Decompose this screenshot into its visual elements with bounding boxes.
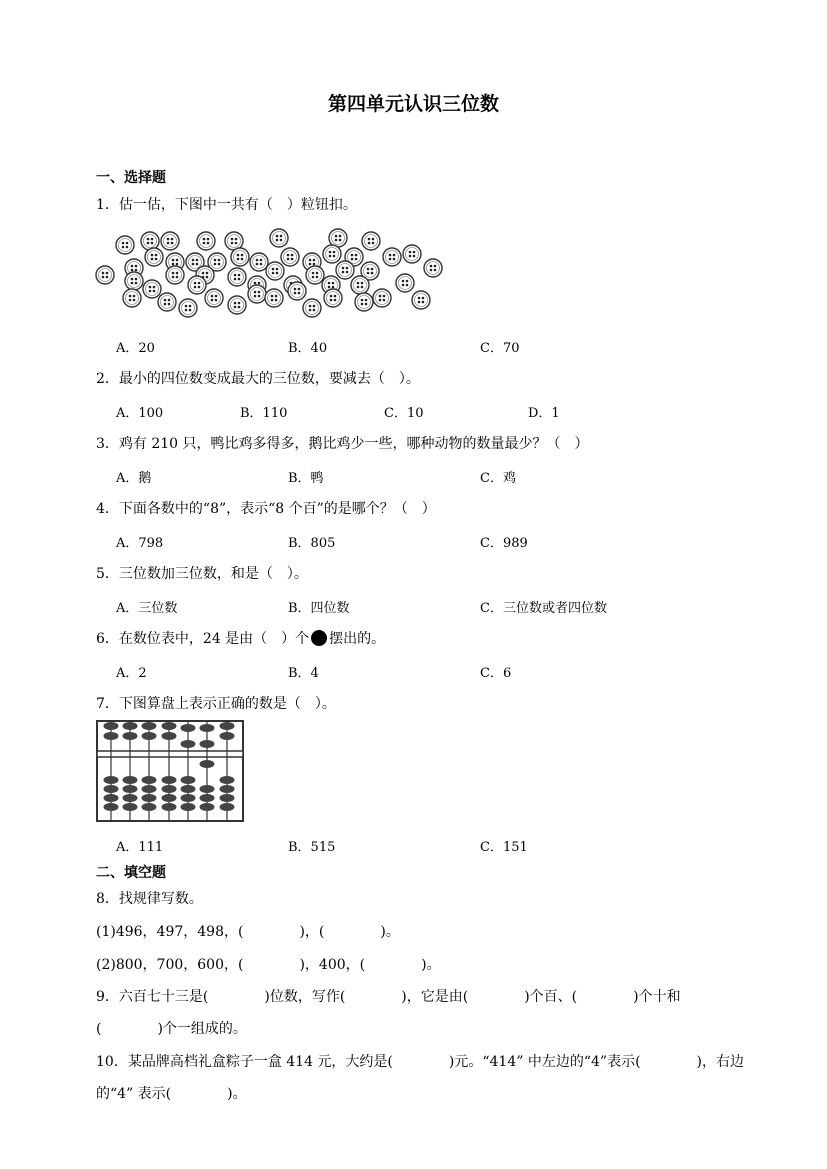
q6-text-before: 6．在数位表中，24 是由（ ）个 [96, 631, 310, 647]
button-icon [355, 293, 373, 311]
q5-option-a[interactable]: A．三位数 [116, 601, 178, 616]
abacus-bead [142, 732, 157, 740]
q2-option-b[interactable]: B．110 [240, 406, 288, 421]
q3-option-c[interactable]: C．鸡 [480, 471, 516, 486]
abacus-bead [220, 776, 235, 784]
abacus-bead [181, 740, 196, 748]
button-icon [396, 274, 414, 292]
abacus-beam [97, 751, 243, 757]
button-icon [125, 272, 143, 290]
q2-option-a[interactable]: A．100 [116, 406, 164, 421]
abacus-bead [220, 803, 235, 811]
abacus-bead [123, 785, 138, 793]
button-icon [329, 229, 347, 247]
abacus-bead [123, 803, 138, 811]
button-icon [158, 293, 176, 311]
abacus-bead [104, 794, 119, 802]
question-7: 7．下图算盘上表示正确的数是（ ）。 [96, 696, 336, 712]
q6-option-c[interactable]: C．6 [480, 666, 512, 681]
button-icon [179, 299, 197, 317]
abacus-bead [200, 785, 215, 793]
q6-option-b[interactable]: B．4 [288, 666, 319, 681]
abacus-bead [200, 794, 215, 802]
q9-line-2: ( )个一组成的。 [96, 1021, 247, 1037]
button-icon [266, 262, 284, 280]
abacus-bead [123, 732, 138, 740]
abacus-bead [220, 794, 235, 802]
abacus-bead [104, 785, 119, 793]
q8-line-1: (1)496，497，498，( )，( )。 [96, 924, 400, 940]
abacus-bead [200, 803, 215, 811]
button-icon [188, 276, 206, 294]
q7-option-a[interactable]: A．111 [116, 840, 164, 855]
q7-option-c[interactable]: C．151 [480, 840, 528, 855]
abacus-bead [162, 732, 177, 740]
button-icon [96, 266, 114, 284]
button-icon [161, 232, 179, 250]
abacus-bead [123, 776, 138, 784]
question-4: 4．下面各数中的“8”，表示“8 个百”的是哪个？（ ） [96, 501, 436, 517]
button-icon [383, 248, 401, 266]
q7-option-b[interactable]: B．515 [288, 840, 336, 855]
abacus-bead [104, 803, 119, 811]
abacus-bead [220, 785, 235, 793]
abacus-bead [142, 794, 157, 802]
abacus-bead [104, 732, 119, 740]
abacus-bead [200, 740, 215, 748]
button-icon [250, 253, 268, 271]
button-icon [231, 248, 249, 266]
abacus-bead [104, 776, 119, 784]
abacus-bead [142, 785, 157, 793]
abacus-bead [181, 776, 196, 784]
button-icon [270, 229, 288, 247]
button-icon [336, 261, 354, 279]
button-icon [248, 285, 266, 303]
q1-option-c[interactable]: C．70 [480, 341, 520, 356]
section-heading-fill: 二、填空题 [96, 865, 166, 881]
abacus-bead [200, 760, 215, 768]
abacus-bead [181, 785, 196, 793]
q4-option-b[interactable]: B．805 [288, 536, 336, 551]
black-dot-icon [311, 630, 327, 646]
button-icon [288, 282, 306, 300]
question-1: 1．估一估，下图中一共有（ ）粒钮扣。 [96, 197, 357, 213]
abacus-bead [123, 794, 138, 802]
abacus-bead [200, 724, 215, 732]
q2-option-c[interactable]: C．10 [384, 406, 424, 421]
button-icon [303, 299, 321, 317]
button-icon [141, 232, 159, 250]
button-icon [306, 266, 324, 284]
abacus-bead [181, 803, 196, 811]
abacus-bead [142, 803, 157, 811]
q8-line-2: (2)800，700，600，( )，400，( )。 [96, 957, 441, 973]
q6-option-a[interactable]: A．2 [116, 666, 147, 681]
button-icon [265, 289, 283, 307]
button-icon [228, 296, 246, 314]
abacus-bead [162, 785, 177, 793]
button-icon [225, 232, 243, 250]
button-icon [228, 268, 246, 286]
button-icon [362, 232, 380, 250]
button-icon [424, 259, 442, 277]
button-icon [205, 289, 223, 307]
question-5: 5．三位数加三位数，和是（ ）。 [96, 566, 308, 582]
button-icon [123, 289, 141, 307]
button-icon [281, 248, 299, 266]
button-icon [403, 245, 421, 263]
abacus-bead [162, 803, 177, 811]
abacus-bead [162, 794, 177, 802]
abacus-bead [162, 722, 177, 730]
button-icon [143, 280, 161, 298]
question-2: 2．最小的四位数变成最大的三位数，要减去（ ）。 [96, 371, 420, 387]
button-icon [323, 245, 341, 263]
button-icon [351, 276, 369, 294]
button-icon [412, 291, 430, 309]
abacus-bead [142, 722, 157, 730]
q6-text-after: 摆出的。 [329, 631, 386, 647]
section-heading-choice: 一、选择题 [96, 170, 166, 186]
button-icon [166, 266, 184, 284]
q5-option-b[interactable]: B．四位数 [288, 601, 350, 616]
q4-option-a[interactable]: A．798 [116, 536, 164, 551]
question-10: 10．某品牌高档礼盒粽子一盒 414 元，大约是( )元。“414” 中左边的“4”表示( )，右边 [96, 1054, 744, 1070]
q1-option-a[interactable]: A．20 [116, 341, 155, 356]
question-3: 3．鸡有 210 只，鸭比鸡多得多，鹅比鸡少一些，哪种动物的数量最少？（ ） [96, 436, 589, 452]
abacus-bead [123, 722, 138, 730]
question-8: 8．找规律写数。 [96, 891, 203, 907]
q2-option-d[interactable]: D．1 [528, 406, 560, 421]
abacus-bead [142, 776, 157, 784]
question-9: 9．六百七十三是( )位数，写作( )，它是由( )个百、( )个十和 [96, 989, 681, 1005]
abacus-bead [104, 722, 119, 730]
button-icon [145, 248, 163, 266]
q1-option-b[interactable]: B．40 [288, 341, 328, 356]
q5-option-c[interactable]: C．三位数或者四位数 [480, 601, 607, 616]
q10-line-2: 的“4” 表示( )。 [96, 1086, 247, 1102]
button-icon [373, 289, 391, 307]
button-icon [116, 236, 134, 254]
button-icon [197, 232, 215, 250]
abacus-bead [181, 724, 196, 732]
q4-option-c[interactable]: C．989 [480, 536, 528, 551]
abacus-bead [162, 776, 177, 784]
page-title: 第四单元认识三位数 [327, 93, 499, 115]
abacus-figure [96, 720, 244, 822]
button-icon [324, 289, 342, 307]
abacus-bead [181, 794, 196, 802]
q3-option-a[interactable]: A．鹅 [116, 471, 152, 486]
buttons-figure [92, 226, 452, 318]
q3-option-b[interactable]: B．鸭 [288, 471, 324, 486]
question-6 [96, 628, 385, 648]
abacus-bead [220, 732, 235, 740]
abacus-bead [220, 722, 235, 730]
